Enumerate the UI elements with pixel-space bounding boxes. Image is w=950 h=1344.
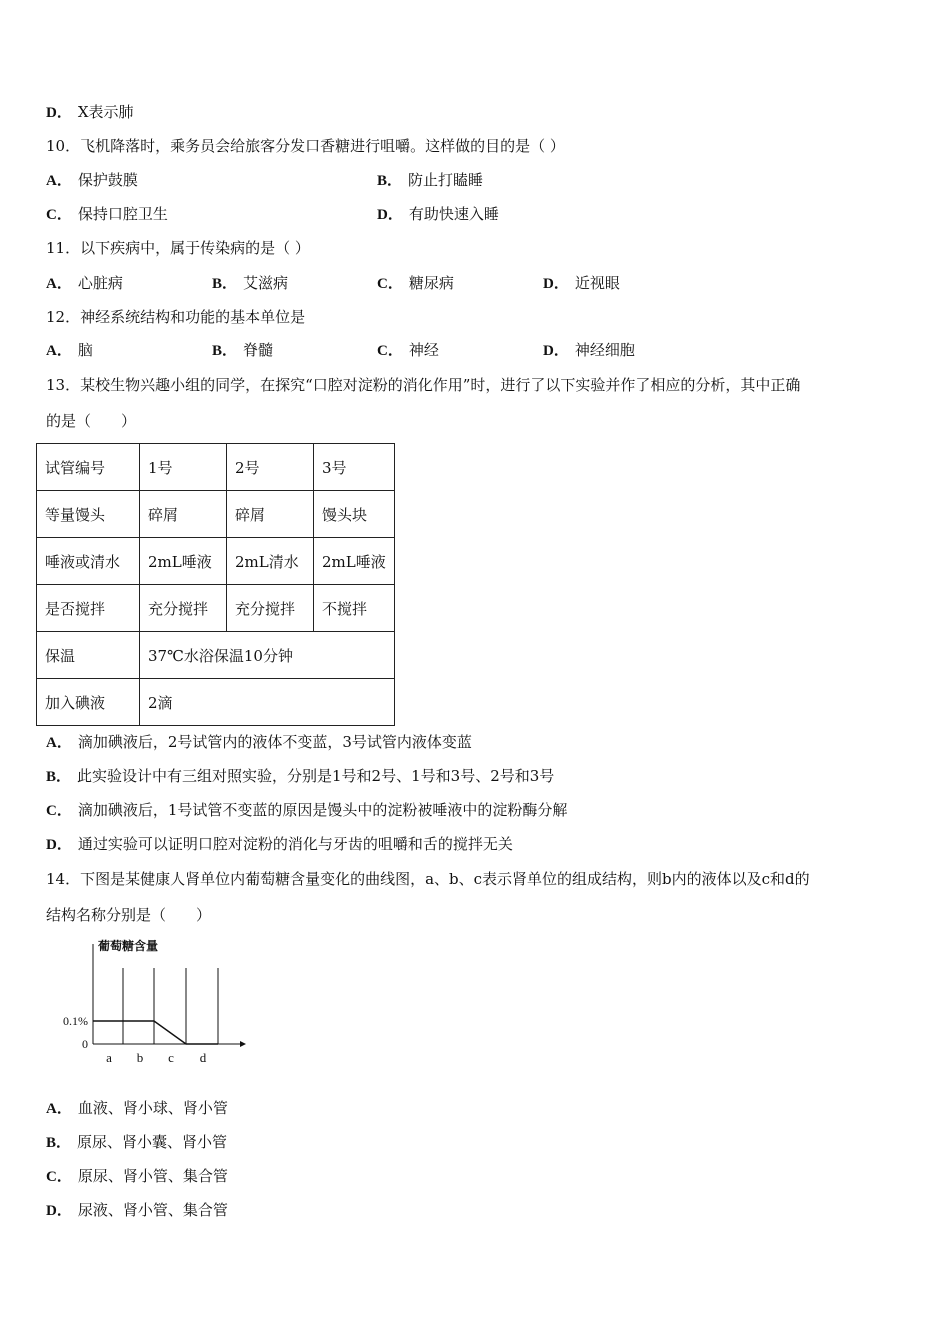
q13-option-c xyxy=(46,800,567,821)
option-text: X表示肺 xyxy=(77,103,134,121)
glucose-curve xyxy=(93,1021,218,1044)
x-label: d xyxy=(199,1050,207,1065)
table-cell: 是否搅拌 xyxy=(37,585,140,632)
y-tick-label: 0 xyxy=(82,1037,88,1051)
table-cell: 3号 xyxy=(314,444,395,491)
q12-stem: 12．神经系统结构和功能的基本单位是 xyxy=(46,308,306,326)
option-text: 保持口腔卫生 xyxy=(77,205,168,223)
option-label: C． xyxy=(377,343,403,359)
table-cell: 馒头块 xyxy=(314,491,395,538)
option-text: 滴加碘液后，2号试管内的液体不变蓝，3号试管内液体变蓝 xyxy=(77,733,472,751)
q14-stem-line1: 14．下图是某健康人肾单位内葡萄糖含量变化的曲线图，a、b、c表示肾单位的组成结构，则b内的液体以及c和d的 xyxy=(46,870,810,888)
q12-option-b xyxy=(212,340,273,361)
table-cell: 加入碘液 xyxy=(37,679,140,726)
table-cell: 碎屑 xyxy=(140,491,227,538)
option-text: 艾滋病 xyxy=(243,274,289,292)
option-text: 防止打瞌睡 xyxy=(408,171,484,189)
option-label: A． xyxy=(46,735,72,751)
q12-option-d xyxy=(543,340,635,361)
q10-option-c xyxy=(46,204,168,225)
q14-option-c xyxy=(46,1166,228,1187)
q13-option-d xyxy=(46,834,513,855)
q11-option-b xyxy=(212,273,288,294)
figure-ylabel: 葡萄糖含量 xyxy=(98,939,159,953)
glucose-curve-figure xyxy=(50,932,250,1072)
q14-option-d xyxy=(46,1200,228,1221)
option-label: C． xyxy=(46,207,72,223)
table-cell: 2mL唾液 xyxy=(314,538,395,585)
table-cell: 等量馒头 xyxy=(37,491,140,538)
q13-stem-line2: 的是（ ） xyxy=(46,412,137,430)
q14-stem-line2: 结构名称分别是（ ） xyxy=(46,906,212,924)
table-cell: 充分搅拌 xyxy=(227,585,314,632)
table-cell: 1号 xyxy=(140,444,227,491)
option-text: 糖尿病 xyxy=(408,274,454,292)
q10-option-b xyxy=(377,170,483,191)
option-label: D． xyxy=(46,105,72,121)
table-row xyxy=(37,632,395,679)
table-cell: 碎屑 xyxy=(227,491,314,538)
table-cell: 2滴 xyxy=(140,679,395,726)
option-label: C． xyxy=(377,276,403,292)
option-label: A． xyxy=(46,173,72,189)
option-text: 有助快速入睡 xyxy=(408,205,499,223)
q11-option-c xyxy=(377,273,454,294)
q10-stem: 10．飞机降落时，乘务员会给旅客分发口香糖进行咀嚼。这样做的目的是（ ） xyxy=(46,137,565,155)
option-label: D． xyxy=(543,343,569,359)
table-row xyxy=(37,491,395,538)
option-text: 神经 xyxy=(408,341,439,359)
option-label: A． xyxy=(46,276,72,292)
q9-option-d xyxy=(46,102,134,123)
table-row xyxy=(37,444,395,491)
q11-stem: 11．以下疾病中，属于传染病的是（ ） xyxy=(46,239,310,257)
option-text: 近视眼 xyxy=(574,274,620,292)
option-label: B． xyxy=(377,173,403,189)
option-label: D． xyxy=(543,276,569,292)
x-label: c xyxy=(168,1050,174,1065)
q11-option-a xyxy=(46,273,123,294)
option-text: 保护鼓膜 xyxy=(77,171,138,189)
option-text: 原尿、肾小囊、肾小管 xyxy=(77,1133,228,1151)
table-cell: 2号 xyxy=(227,444,314,491)
x-label: b xyxy=(136,1050,144,1065)
q13-option-a xyxy=(46,732,472,753)
q13-stem-line1: 13．某校生物兴趣小组的同学，在探究“口腔对淀粉的消化作用”时，进行了以下实验并作了相应的分析，其中正确 xyxy=(46,376,801,394)
option-text: 心脏病 xyxy=(77,274,123,292)
table-cell: 充分搅拌 xyxy=(140,585,227,632)
table-cell: 37℃水浴保温10分钟 xyxy=(140,632,395,679)
table-cell: 2mL清水 xyxy=(227,538,314,585)
option-label: B． xyxy=(212,276,238,292)
option-text: 脊髓 xyxy=(243,341,274,359)
table-cell: 唾液或清水 xyxy=(37,538,140,585)
option-label: C． xyxy=(46,1169,72,1185)
option-label: A． xyxy=(46,343,72,359)
option-label: D． xyxy=(46,837,72,853)
table-row xyxy=(37,538,395,585)
option-text: 脑 xyxy=(77,341,93,359)
option-text: 此实验设计中有三组对照实验，分别是1号和2号、1号和3号、2号和3号 xyxy=(77,767,555,785)
experiment-table xyxy=(36,443,395,726)
q14-option-b xyxy=(46,1132,227,1153)
q13-option-b xyxy=(46,766,554,787)
option-label: D． xyxy=(46,1203,72,1219)
x-label: a xyxy=(106,1050,112,1065)
q11-option-d xyxy=(543,273,620,294)
table-row xyxy=(37,679,395,726)
q12-option-a xyxy=(46,340,93,361)
option-label: B． xyxy=(212,343,238,359)
table-cell: 不搅拌 xyxy=(314,585,395,632)
option-label: C． xyxy=(46,803,72,819)
x-axis-arrow-icon xyxy=(240,1041,246,1047)
option-label: B． xyxy=(46,769,72,785)
option-text: 滴加碘液后，1号试管不变蓝的原因是馒头中的淀粉被唾液中的淀粉酶分解 xyxy=(77,801,568,819)
option-text: 通过实验可以证明口腔对淀粉的消化与牙齿的咀嚼和舌的搅拌无关 xyxy=(77,835,513,853)
q14-option-a xyxy=(46,1098,228,1119)
option-label: D． xyxy=(377,207,403,223)
option-label: B． xyxy=(46,1135,72,1151)
option-text: 原尿、肾小管、集合管 xyxy=(77,1167,228,1185)
option-text: 血液、肾小球、肾小管 xyxy=(77,1099,228,1117)
q10-option-d xyxy=(377,204,499,225)
table-cell: 2mL唾液 xyxy=(140,538,227,585)
table-row xyxy=(37,585,395,632)
q12-option-c xyxy=(377,340,439,361)
y-tick-label: 0.1% xyxy=(63,1014,88,1028)
option-text: 尿液、肾小管、集合管 xyxy=(77,1201,228,1219)
q10-option-a xyxy=(46,170,138,191)
table-cell: 保温 xyxy=(37,632,140,679)
option-label: A． xyxy=(46,1101,72,1117)
option-text: 神经细胞 xyxy=(574,341,635,359)
table-cell: 试管编号 xyxy=(37,444,140,491)
